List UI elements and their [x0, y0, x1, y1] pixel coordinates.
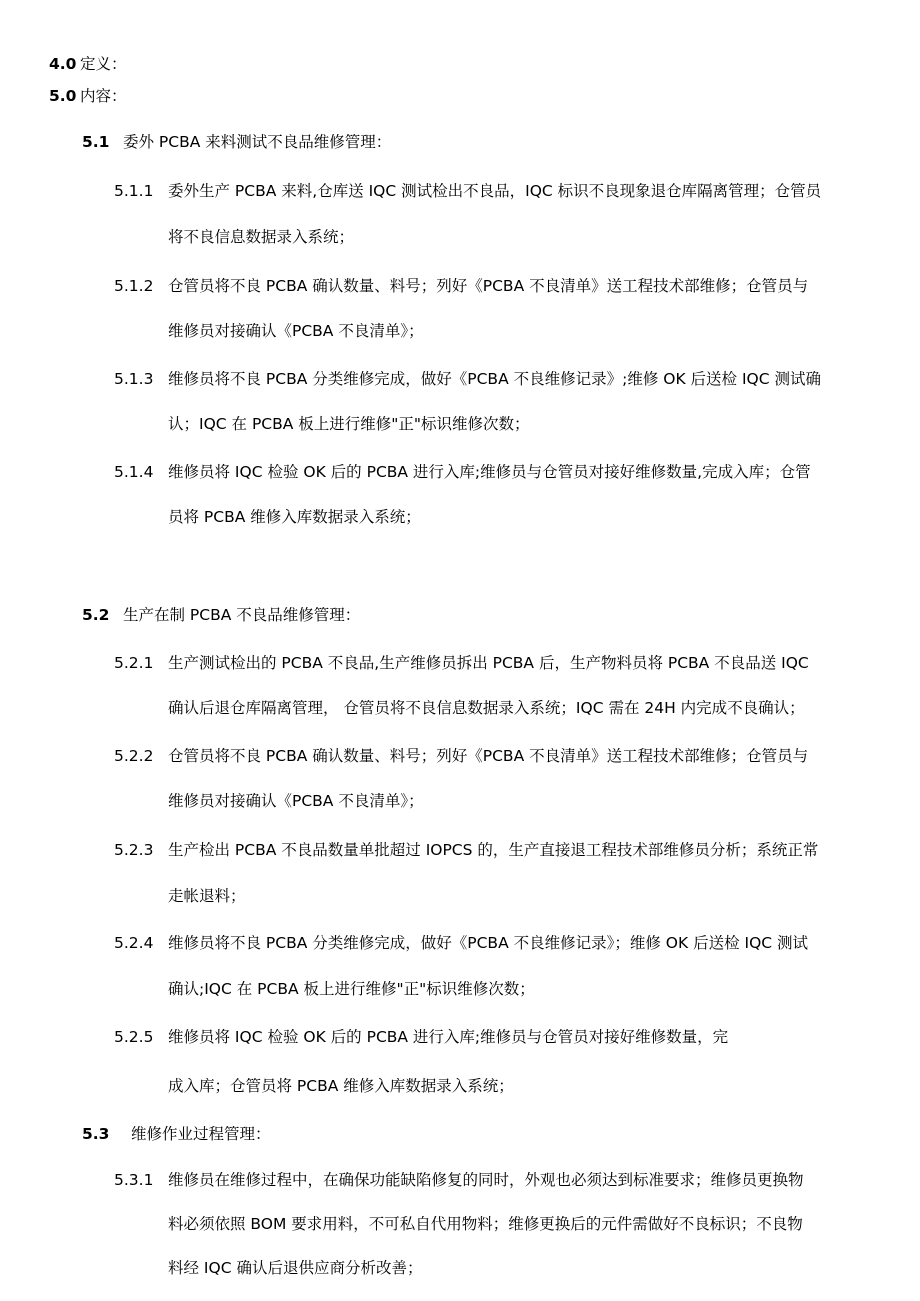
section-5-0-label: 内容：: [80, 87, 127, 105]
section-5-1-title: 委外 PCBA 来料测试不良品维修管理：: [123, 133, 392, 151]
item-line: 生产检出 PCBA 不良品数量单批超过 IOPCS 的，生产直接退工程技术部维修员分析；系统正常: [168, 841, 819, 859]
section-4-0-number: 4.0: [49, 55, 77, 73]
item-line: 维修员在维修过程中，在确保功能缺陷修复的同时，外观也必须达到标准要求；维修员更换物: [168, 1171, 804, 1189]
item-line: 维修员将 IQC 检验 OK 后的 PCBA 进行入库;维修员与仓管员对接好维修数量,完成入库；仓管: [168, 463, 811, 481]
item-line: 生产测试检出的 PCBA 不良品,生产维修员拆出 PCBA 后，生产物料员将 PCBA 不良品送 IQC: [168, 654, 809, 672]
item-line: 维修员将 IQC 检验 OK 后的 PCBA 进行入库;维修员与仓管员对接好维修数量，完: [168, 1028, 729, 1046]
section-4-0-label: 定义：: [80, 55, 127, 73]
item-line: 料必须依照 BOM 要求用料，不可私自代用物料；维修更换后的元件需做好不良标识；不良物: [168, 1215, 803, 1233]
item-line: 认；IQC 在 PCBA 板上进行维修"正"标识维修次数；: [168, 415, 530, 433]
item-line: 确认后退仓库隔离管理， 仓管员将不良信息数据录入系统；IQC 需在 24H 内完成不良确认；: [168, 699, 805, 717]
item-line: 将不良信息数据录入系统；: [168, 228, 355, 246]
item-number: 5.2.4: [114, 934, 154, 952]
section-5-0-number: 5.0: [49, 87, 77, 105]
item-number: 5.3.1: [114, 1171, 154, 1189]
item-line: 维修员将不良 PCBA 分类维修完成，做好《PCBA 不良维修记录》；维修 OK 后送检 IQC 测试: [168, 934, 809, 952]
section-5-2-number: 5.2: [82, 606, 110, 624]
section-5-3-title: 维修作业过程管理：: [131, 1125, 271, 1143]
item-line: 员将 PCBA 维修入库数据录入系统；: [168, 508, 421, 526]
item-number: 5.1.3: [114, 370, 154, 388]
item-line: 确认;IQC 在 PCBA 板上进行维修"正"标识维修次数；: [168, 980, 535, 998]
item-line: 维修员将不良 PCBA 分类维修完成，做好《PCBA 不良维修记录》;维修 OK 后送检 IQC 测试确: [168, 370, 821, 388]
item-line: 成入库；仓管员将 PCBA 维修入库数据录入系统；: [168, 1077, 514, 1095]
item-number: 5.1.2: [114, 277, 154, 295]
section-5-2-title: 生产在制 PCBA 不良品维修管理：: [123, 606, 361, 624]
item-line: 料经 IQC 确认后退供应商分析改善；: [168, 1259, 423, 1277]
item-line: 走帐退料；: [168, 887, 246, 905]
item-number: 5.2.3: [114, 841, 154, 859]
item-number: 5.1.1: [114, 182, 154, 200]
item-line: 仓管员将不良 PCBA 确认数量、料号；列好《PCBA 不良清单》送工程技术部维修；仓管员与: [168, 277, 809, 295]
section-5-3-number: 5.3: [82, 1125, 110, 1143]
item-number: 5.2.2: [114, 747, 154, 765]
item-number: 5.1.4: [114, 463, 154, 481]
item-line: 委外生产 PCBA 来料,仓库送 IQC 测试检出不良品，IQC 标识不良现象退仓库隔离管理；仓管员: [168, 182, 822, 200]
item-line: 维修员对接确认《PCBA 不良清单》；: [168, 322, 424, 340]
item-number: 5.2.5: [114, 1028, 154, 1046]
item-number: 5.2.1: [114, 654, 154, 672]
section-5-1-number: 5.1: [82, 133, 110, 151]
item-line: 维修员对接确认《PCBA 不良清单》；: [168, 792, 424, 810]
item-line: 仓管员将不良 PCBA 确认数量、料号；列好《PCBA 不良清单》送工程技术部维修；仓管员与: [168, 747, 809, 765]
